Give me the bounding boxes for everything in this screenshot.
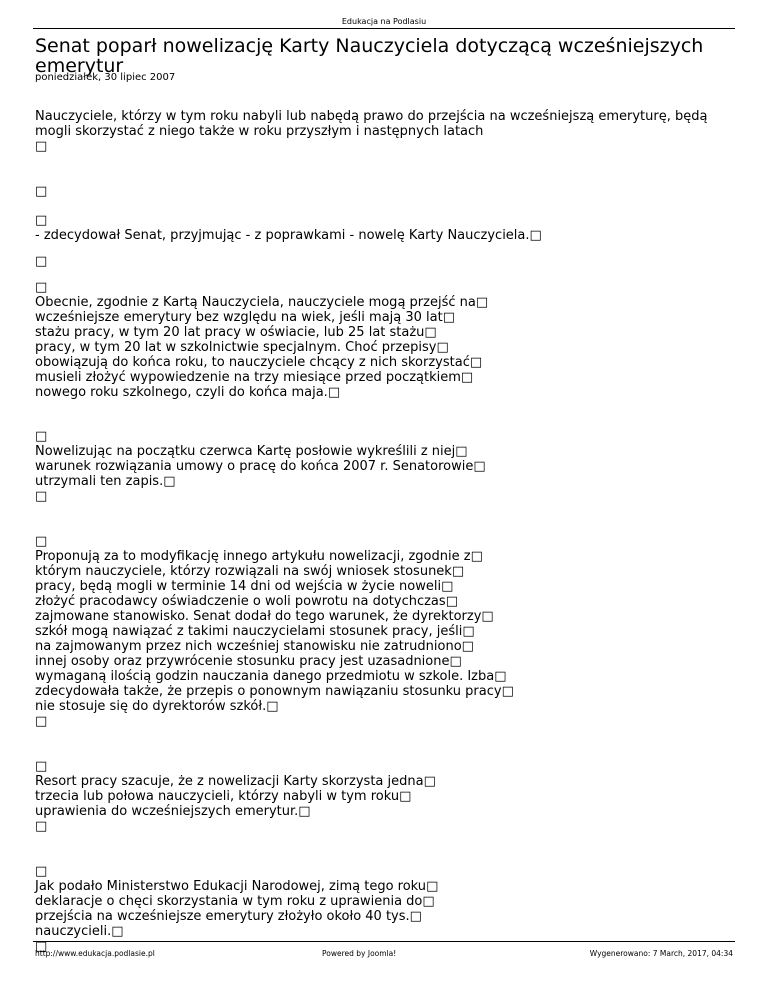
text-line: Resort pracy szacuje, że z nowelizacji Karty skorzysta jedna — [35, 774, 424, 789]
lead-line: mogli skorzystać z niego także w roku przyszłym i następnych latach — [35, 124, 484, 139]
placeholder-glyph — [35, 254, 735, 269]
placeholder-glyph — [35, 534, 735, 549]
text-line: wymaganą ilością godzin nauczania danego przedmiotu w szkole. Izba — [35, 669, 495, 684]
text-line: warunek rozwiązania umowy o pracę do końca 2007 r. Senatorowie — [35, 459, 474, 474]
text-line: musieli złożyć wypowiedzenie na trzy miesiące przed początkiem — [35, 370, 461, 385]
text-line: przejścia na wcześniejsze emerytury złożyło około 40 tys. — [35, 909, 410, 924]
footer-powered: Powered by Joomla! — [322, 949, 397, 958]
placeholder-glyph — [35, 184, 735, 199]
paragraph-1 — [35, 295, 735, 400]
text-line: nowego roku szkolnego, czyli do końca maja. — [35, 385, 328, 400]
paragraph-4 — [35, 774, 735, 819]
text-line: innej osoby oraz przywrócenie stosunku pracy jest uzasadnione — [35, 654, 450, 669]
text-line: wcześniejsze emerytury bez względu na wiek, jeśli mają 30 lat — [35, 310, 443, 325]
text-line: na zajmowanym przez nich wcześniej stanowisku nie zatrudniono — [35, 639, 462, 654]
placeholder-glyph — [35, 213, 735, 228]
placeholder-glyph — [35, 819, 735, 834]
header-divider — [33, 28, 735, 29]
placeholder-glyph — [35, 864, 735, 879]
placeholder-glyph — [35, 714, 735, 729]
text-line: pracy, w tym 20 lat w szkolnictwie specjalnym. Choć przepisy — [35, 340, 437, 355]
text-line: utrzymali ten zapis. — [35, 474, 164, 489]
text-line: złożyć pracodawcy oświadczenie o woli powrotu na dotychczas — [35, 594, 446, 609]
placeholder-glyph — [35, 280, 735, 295]
text-line: stażu pracy, w tym 20 lat pracy w oświacie, lub 25 lat stażu — [35, 325, 425, 340]
placeholder-glyph — [35, 429, 735, 444]
text-line: zdecydowała także, że przepis o ponownym nawiązaniu stosunku pracy — [35, 684, 502, 699]
decision-text: - zdecydował Senat, przyjmując - z poprawkami - nowelę Karty Nauczyciela. — [35, 228, 530, 243]
paragraph-5 — [35, 879, 735, 939]
article-date: poniedziałek, 30 lipiec 2007 — [35, 72, 176, 83]
article-title: Senat poparł nowelizację Karty Nauczyciela dotyczącą wcześniejszych emerytur — [35, 35, 704, 77]
text-line: pracy, będą mogli w terminie 14 dni od wejścia w życie noweli — [35, 579, 442, 594]
footer-divider — [33, 941, 735, 942]
site-header — [0, 0, 768, 28]
text-line: obowiązują do końca roku, to nauczyciele chcący z nich skorzystać — [35, 355, 470, 370]
text-line: nauczycieli. — [35, 924, 112, 939]
text-line: uprawienia do wcześniejszych emerytur. — [35, 804, 299, 819]
text-line: deklaracje o chęci skorzystania w tym roku z uprawienia do — [35, 894, 423, 909]
article-body — [35, 109, 735, 954]
text-line: zajmowane stanowisko. Senat dodał do tego warunek, że dyrektorzy — [35, 609, 482, 624]
footer-generated: Wygenerowano: 7 March, 2017, 04:34 — [589, 949, 733, 958]
placeholder-glyph — [35, 489, 735, 504]
text-line: nie stosuje się do dyrektorów szkół. — [35, 699, 267, 714]
footer-url: http://www.edukacja.podlasie.pl — [35, 949, 155, 958]
text-line: którym nauczyciele, którzy rozwiązali na swój wniosek stosunek — [35, 564, 452, 579]
text-line: Proponują za to modyfikację innego artykułu nowelizacji, zgodnie z — [35, 549, 471, 564]
text-line: Nowelizując na początku czerwca Kartę posłowie wykreślili z niej — [35, 444, 456, 459]
paragraph-3 — [35, 549, 735, 714]
placeholder-glyph — [35, 759, 735, 774]
text-line: trzecia lub połowa nauczycieli, którzy nabyli w tym roku — [35, 789, 400, 804]
lead-line: Nauczyciele, którzy w tym roku nabyli lub nabędą prawo do przejścia na wcześniejszą emeryturę, będą — [35, 109, 708, 124]
page-footer — [0, 941, 768, 961]
placeholder-glyph — [35, 139, 735, 154]
text-line: Obecnie, zgodnie z Kartą Nauczyciela, nauczyciele mogą przejść na — [35, 295, 476, 310]
text-line: Jak podało Ministerstwo Edukacji Narodowej, zimą tego roku — [35, 879, 427, 894]
paragraph-2 — [35, 444, 735, 489]
site-name: Edukacja na Podlasiu — [341, 17, 427, 26]
text-line: szkół mogą nawiązać z takimi nauczycielami stosunek pracy, jeśli — [35, 624, 463, 639]
